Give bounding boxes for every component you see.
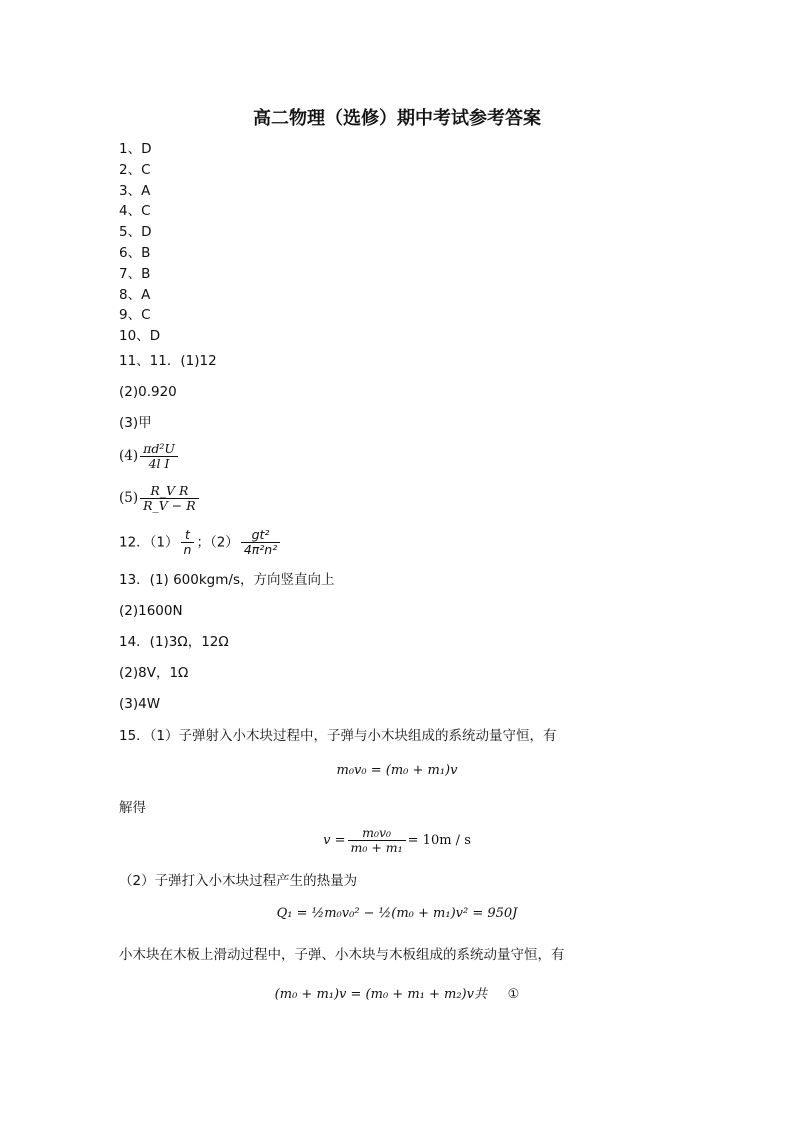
mc-answer-row [119,223,152,241]
q11-part5-fraction [140,484,199,513]
mc-answer-row [119,202,151,220]
mc-answer-row [119,182,150,200]
q15-eq2-rhs: = 10m / s [407,833,471,848]
mc-answer-letter: A [141,182,151,199]
mc-question-number: 9、 [119,307,142,324]
mc-question-number: 8、 [119,286,142,303]
mc-answer-row [119,286,150,304]
mc-question-number: 6、 [119,245,142,261]
mc-answer-row [119,140,152,158]
q11-part1: 11、11．(1)12 [119,353,217,369]
q15-eq4-body: (m₀ + m₁)v = (m₀ + m₁ + m₂)v共 [274,987,487,1002]
fraction-numerator: gt² [241,528,280,543]
q11-part4 [119,442,180,471]
q15-eq4-circled-mark: ① [507,987,520,1002]
fraction-denominator: R_V − R [143,498,196,513]
mc-answer-letter: D [149,328,161,345]
q11-part3: (3)甲 [119,415,152,431]
fraction-numerator: m₀v₀ [348,826,406,841]
fraction-denominator: 4l I [148,456,170,471]
mc-answer-row [119,265,150,283]
fraction-denominator: m₀ + m₁ [350,840,403,855]
q15-eq2-fraction [348,826,406,855]
fraction-numerator: πd²U [140,442,178,457]
q15-part1-text: 15．（1）子弹射入小木块过程中，子弹与小木块组成的系统动量守恒，有 [119,728,557,744]
q11-part5-label: (5) [119,490,139,506]
q12-fraction-2 [241,528,280,557]
q15-solve-label: 解得 [119,800,146,816]
mc-answer-row [119,244,150,262]
fraction-numerator: R_V R [140,484,199,499]
q15-part3-text: 小木块在木板上滑动过程中，子弹、小木块与木板组成的系统动量守恒，有 [119,947,565,963]
q15-equation-3: Q₁ = ½m₀v₀² − ½(m₀ + m₁)v² = 950J [276,906,518,921]
q14-part2: (2)8V，1Ω [119,665,189,681]
fraction-denominator: 4π²n² [243,542,278,557]
q15-eq2-lhs: v = [323,833,346,848]
mc-answer-letter: A [141,286,151,303]
q12-label: 12．（1） [119,534,179,551]
mc-question-number: 2、 [119,161,142,178]
q14-part1: 14．(1)3Ω，12Ω [119,634,229,650]
q15-part2-text: （2）子弹打入小木块过程产生的热量为 [119,873,358,889]
mc-answer-row [119,306,151,324]
mc-answer-row [119,161,151,179]
mc-question-number: 1、 [119,141,142,157]
mc-question-number: 3、 [119,182,142,199]
q12-answer [119,528,282,557]
mc-answer-row [119,327,160,345]
mc-answer-letter: B [141,265,151,282]
mc-answer-letter: B [141,245,151,261]
q13-part1: 13．(1) 600kgm/s，方向竖直向上 [119,572,335,588]
mc-answer-letter: D [141,141,152,157]
q11-part2: (2)0.920 [119,384,177,400]
q15-equation-1: m₀v₀ = (m₀ + m₁)v [336,763,458,778]
mc-answer-letter: C [141,161,151,178]
q11-part5 [119,484,201,513]
q15-equation-4 [0,983,794,1002]
mc-answer-letter: C [141,307,151,324]
mc-question-number: 4、 [119,203,142,220]
q14-part3: (3)4W [119,696,161,712]
page-title: 高二物理（选修）期中考试参考答案 [253,108,541,129]
mc-question-number: 7、 [119,265,142,282]
q15-equation-2 [0,826,794,855]
q11-part4-fraction [140,442,178,471]
q12-separator: ；（2） [196,534,239,551]
mc-question-number: 10、 [119,328,150,345]
mc-question-number: 5、 [119,224,142,241]
fraction-denominator: n [183,542,192,557]
mc-answer-letter: D [141,224,152,241]
q12-fraction-1 [181,528,195,557]
q13-part2: (2)1600N [119,603,183,619]
fraction-numerator: t [181,528,195,543]
mc-answer-letter: C [141,203,151,220]
q11-part4-label: (4) [119,448,139,464]
